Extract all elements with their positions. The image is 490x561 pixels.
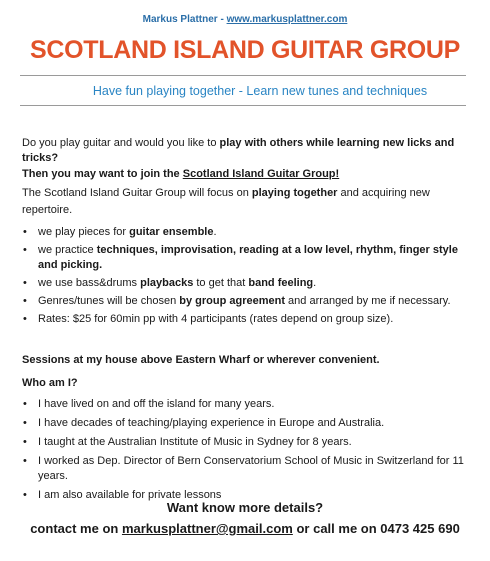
bullet-icon: • xyxy=(23,489,27,501)
focus-text-a: The Scotland Island Guitar Group will focus on xyxy=(22,187,252,199)
list-item-text: Rates: $25 for 60min pp with 4 participants (rates depend on group size). xyxy=(38,313,394,325)
contact-pre: contact me on xyxy=(30,521,122,536)
list-item xyxy=(22,276,470,291)
bullet-icon: • xyxy=(23,244,27,256)
list-item-text: and arranged by me if necessary. xyxy=(285,295,451,307)
list-item xyxy=(22,416,470,431)
top-divider xyxy=(20,75,466,76)
list-item-text: I worked as Dep. Director of Bern Conservatorium School of Music in Switzerland for 11 years. xyxy=(38,455,464,482)
list-item-bold: guitar ensemble xyxy=(129,226,214,238)
bullet-icon: • xyxy=(23,436,27,448)
sessions-text: Sessions at my house above Eastern Wharf or wherever convenient. xyxy=(22,354,380,366)
byline xyxy=(0,14,490,25)
join-line xyxy=(22,167,470,182)
focus-paragraph xyxy=(22,185,470,219)
byline-separator: - xyxy=(217,14,227,25)
list-item xyxy=(22,397,470,412)
focus-text-bold: playing together xyxy=(251,187,338,199)
bullet-icon: • xyxy=(23,417,27,429)
list-item-bold: techniques, improvisation, reading at a low level, rhythm, finger style and picking. xyxy=(38,244,458,271)
focus-text-c: and acquiring new repertoire. xyxy=(22,187,430,216)
list-item-text: I have decades of teaching/playing experience in Europe and Australia. xyxy=(38,417,385,429)
bullet-icon: • xyxy=(23,277,27,289)
email-link[interactable]: markusplattner@gmail.com xyxy=(121,521,293,536)
intro-question xyxy=(22,136,470,166)
list-item xyxy=(22,435,470,450)
list-item xyxy=(22,454,470,484)
author-name: Markus Plattner xyxy=(142,14,218,25)
intro-question-bold: play with others while learning new licks and tricks? xyxy=(22,137,455,164)
list-item xyxy=(22,294,470,309)
list-item-bold: by group agreement xyxy=(179,295,285,307)
list-item-text: we use bass&drums xyxy=(38,277,141,289)
page-title: SCOTLAND ISLAND GUITAR GROUP xyxy=(29,36,461,64)
list-item-text: we practice xyxy=(38,244,97,256)
who-heading-text: Who am I? xyxy=(22,377,78,389)
bullet-icon: • xyxy=(23,295,27,307)
list-item-text: I have lived on and off the island for many years. xyxy=(38,398,275,410)
features-list xyxy=(22,225,470,327)
list-item xyxy=(22,312,470,327)
list-item-text: to get that xyxy=(193,277,249,289)
list-item-text: Genres/tunes will be chosen xyxy=(38,295,180,307)
list-item-bold: playbacks xyxy=(140,277,194,289)
list-item-text: we play pieces for xyxy=(38,226,130,238)
join-group-name: Scotland Island Guitar Group! xyxy=(182,168,340,180)
list-item-text: I am also available for private lessons xyxy=(38,489,222,501)
website-link[interactable]: www.markusplattner.com xyxy=(226,14,348,25)
list-item-text: I taught at the Australian Institute of Music in Sydney for 8 years. xyxy=(38,436,352,448)
contact-post: or call me on 0473 425 690 xyxy=(292,521,460,536)
who-heading xyxy=(22,376,470,391)
bullet-icon: • xyxy=(23,455,27,467)
intro-question-text: Do you play guitar and would you like to xyxy=(22,137,220,149)
list-item xyxy=(22,225,470,240)
sessions-line xyxy=(22,353,470,368)
main-content xyxy=(22,136,470,503)
bio-list xyxy=(22,397,470,503)
list-item-text: . xyxy=(313,277,317,289)
join-text: Then you may want to join the xyxy=(22,168,183,180)
contact-line xyxy=(0,521,490,536)
bullet-icon: • xyxy=(23,313,27,325)
tagline: Have fun playing together - Learn new tunes and techniques xyxy=(92,84,428,98)
bullet-icon: • xyxy=(23,398,27,410)
list-item xyxy=(22,243,470,273)
bullet-icon: • xyxy=(23,226,27,238)
list-item-text: . xyxy=(213,226,217,238)
details-heading: Want know more details? xyxy=(166,500,324,515)
bottom-divider xyxy=(20,105,466,106)
list-item-bold: band feeling xyxy=(248,277,314,289)
